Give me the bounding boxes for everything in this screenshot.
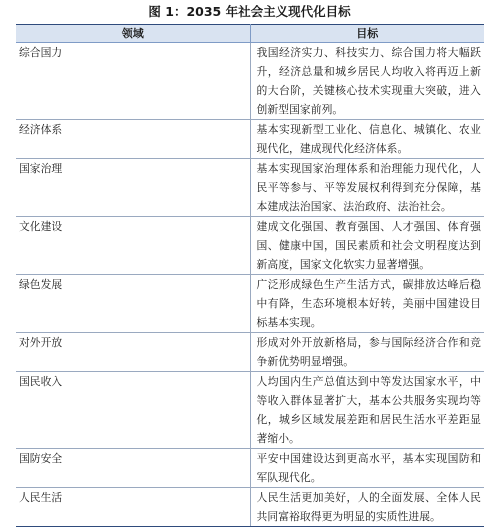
header-domain: 领域 bbox=[16, 25, 250, 43]
row-domain: 文化建设 bbox=[16, 217, 250, 275]
row-goal: 我国经济实力、科技实力、综合国力将大幅跃升，经济总量和城乡居民人均收入将再迈上新的大台阶，关键核心技术实现重大突破，进入创新型国家前列。 bbox=[250, 43, 484, 120]
row-domain: 国防安全 bbox=[16, 449, 250, 488]
row-domain: 经济体系 bbox=[16, 120, 250, 159]
table-row bbox=[16, 449, 484, 488]
table-row bbox=[16, 372, 484, 449]
header-goal: 目标 bbox=[250, 25, 484, 43]
row-goal: 平安中国建设达到更高水平，基本实现国防和军队现代化。 bbox=[250, 449, 484, 488]
row-domain: 国家治理 bbox=[16, 159, 250, 217]
row-goal: 基本实现新型工业化、信息化、城镇化、农业现代化，建成现代化经济体系。 bbox=[250, 120, 484, 159]
row-domain: 国民收入 bbox=[16, 372, 250, 449]
goals-table bbox=[16, 24, 484, 527]
figure-title: 图 1：2035 年社会主义现代化目标 bbox=[148, 4, 351, 19]
table-row bbox=[16, 275, 484, 333]
row-goal: 基本实现国家治理体系和治理能力现代化，人民平等参与、平等发展权利得到充分保障，基本建成法治国家、法治政府、法治社会。 bbox=[250, 159, 484, 217]
row-domain: 对外开放 bbox=[16, 333, 250, 372]
row-domain: 人民生活 bbox=[16, 488, 250, 527]
table-header-row bbox=[16, 25, 484, 43]
table-row bbox=[16, 488, 484, 527]
table-row bbox=[16, 333, 484, 372]
table-row bbox=[16, 120, 484, 159]
table-row bbox=[16, 159, 484, 217]
table-row bbox=[16, 43, 484, 120]
row-goal: 形成对外开放新格局，参与国际经济合作和竞争新优势明显增强。 bbox=[250, 333, 484, 372]
row-goal: 人民生活更加美好，人的全面发展、全体人民共同富裕取得更为明显的实质性进展。 bbox=[250, 488, 484, 527]
table-row bbox=[16, 217, 484, 275]
row-goal: 广泛形成绿色生产生活方式，碳排放达峰后稳中有降，生态环境根本好转，美丽中国建设目标基本实现。 bbox=[250, 275, 484, 333]
row-goal: 建成文化强国、教育强国、人才强国、体育强国、健康中国，国民素质和社会文明程度达到新高度，国家文化软实力显著增强。 bbox=[250, 217, 484, 275]
row-goal: 人均国内生产总值达到中等发达国家水平，中等收入群体显著扩大，基本公共服务实现均等化，城乡区域发展差距和居民生活水平差距显著缩小。 bbox=[250, 372, 484, 449]
row-domain: 综合国力 bbox=[16, 43, 250, 120]
row-domain: 绿色发展 bbox=[16, 275, 250, 333]
